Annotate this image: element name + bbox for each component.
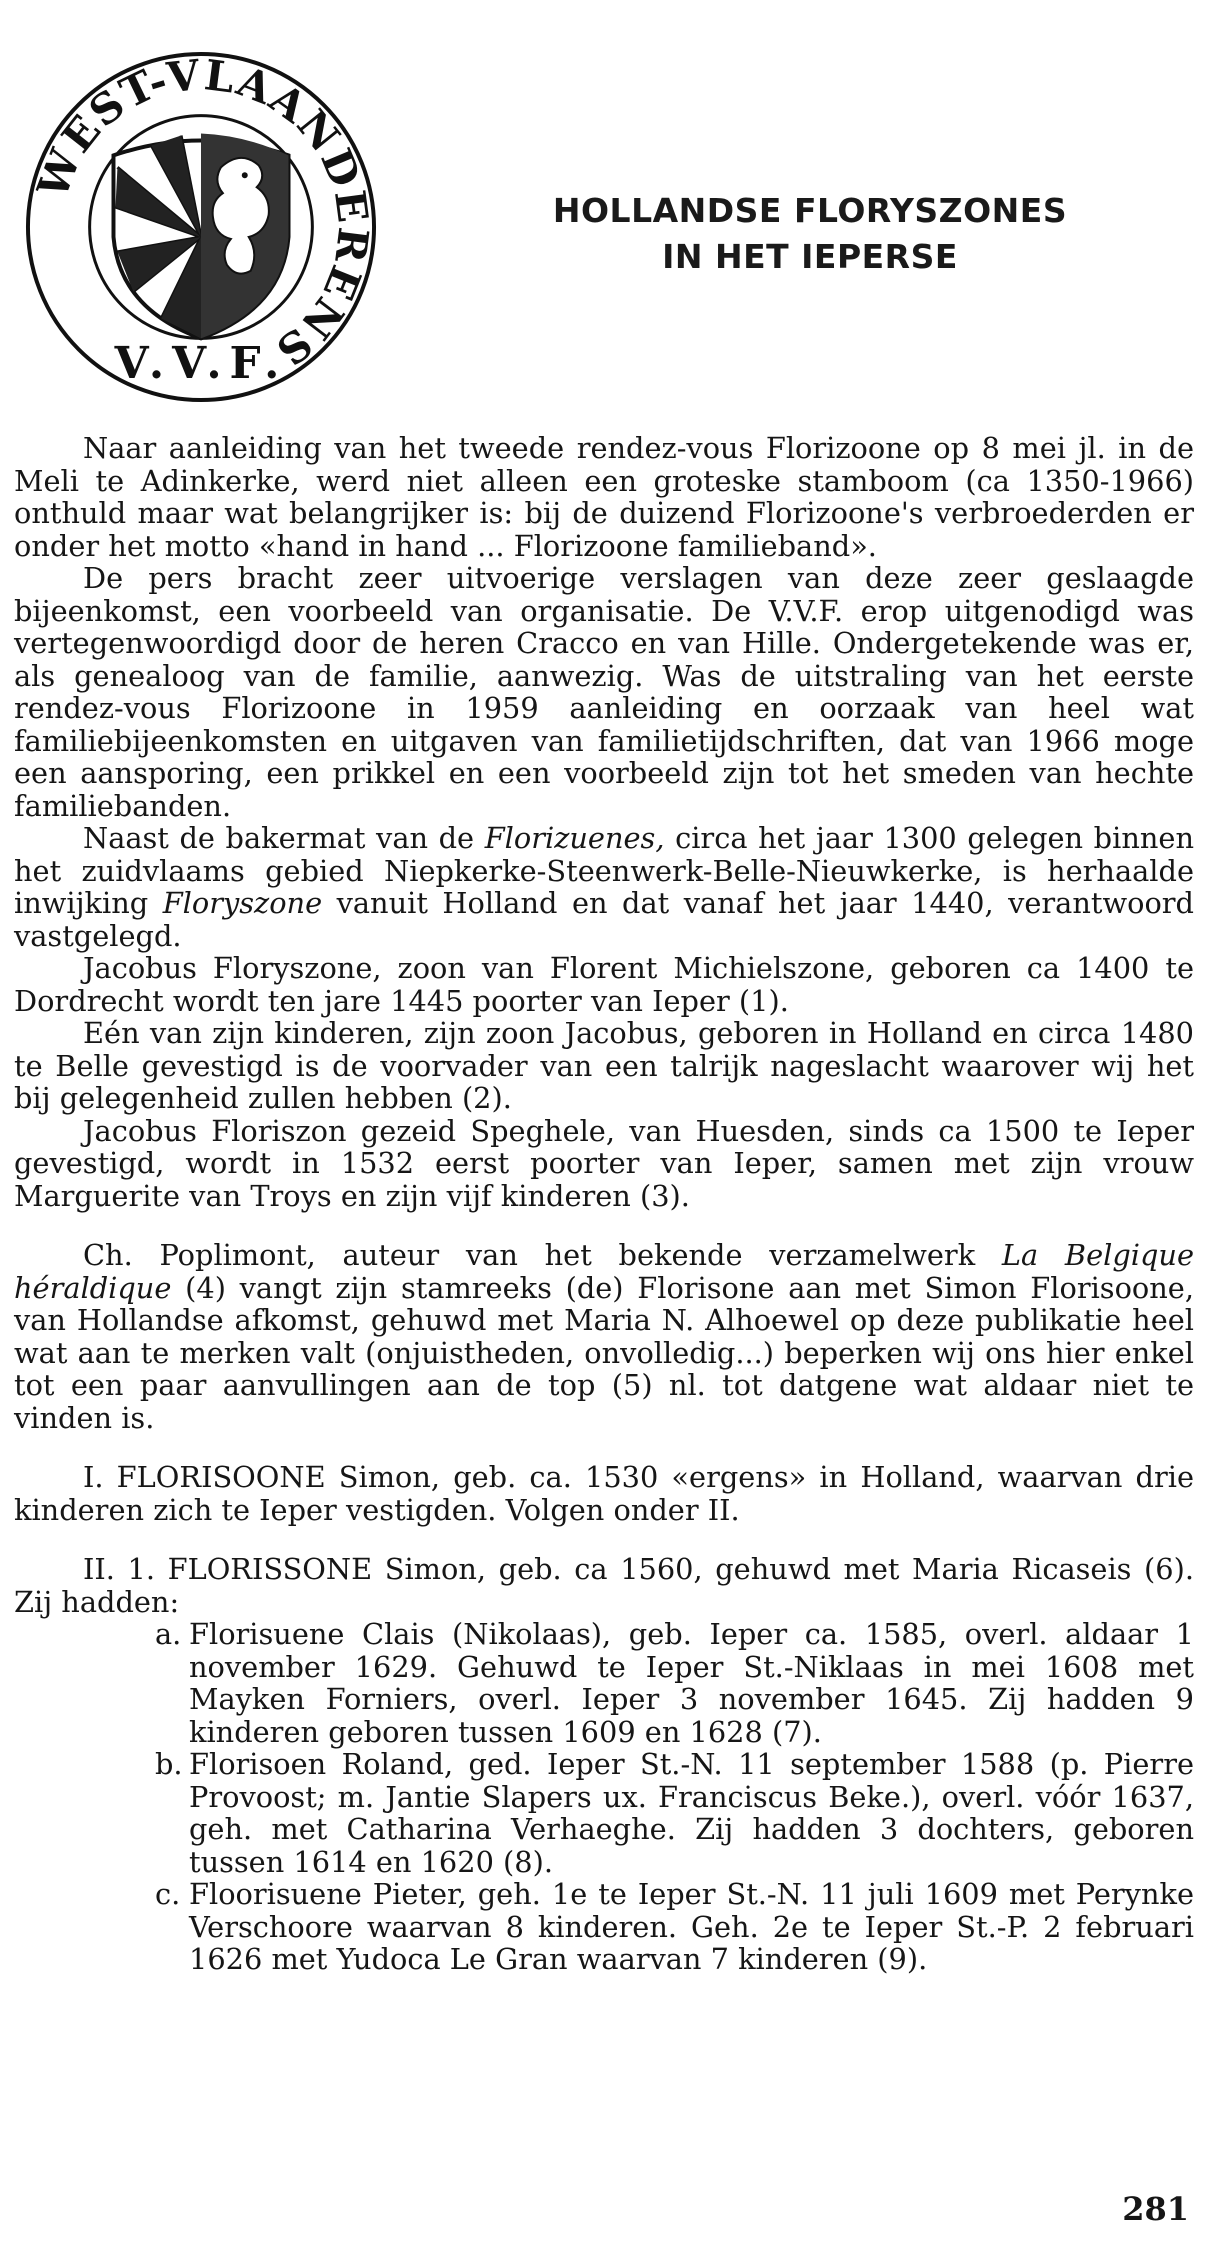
list-item-text: Floorisuene Pieter, geh. 1e te Ieper St.-N. 11 juli 1609 met Perynke Verschoore waarvan 8 kinderen. Geh. 2e te Ieper St.-P. 2 februari 1626 met Yudoca Le Gran waarvan 7 kinderen (9).: [189, 1877, 1194, 1976]
list-item: [155, 1747, 1194, 1879]
paragraph-3-emphasis-2: Floryszone: [162, 886, 323, 920]
paragraph-1: Naar aanleiding van het tweede rendez-vous Florizoone op 8 mei jl. in de Meli te Adinkerke, werd niet alleen een groteske stamboom (ca 1350-1966) onthuld maar wat belangrijker is: bij de duizend Florizoone's verbroederden er onder het motto «hand in hand ... Florizoone familieband».: [14, 431, 1194, 563]
paragraph-3: [14, 822, 1194, 952]
paragraph-7-part-a: Ch. Poplimont, auteur van het bekende verzamelwerk: [83, 1238, 1002, 1272]
paragraph-7-part-b: (4) vangt zijn stamreeks (de) Florisone aan met Simon Florisoone, van Hollandse afkomst, gehuwd met Maria N. Alhoewel op deze publikatie heel wat aan te merken valt (onjuistheden, onvolledig...) beperken wij ons hier enkel tot een paar aanvullingen aan de top (5) nl. tot datgene wat aldaar niet te vinden is.: [14, 1270, 1194, 1435]
title-line-2: IN HET IEPERSE: [662, 237, 958, 276]
paragraph-7: [14, 1239, 1194, 1434]
paragraph-2: De pers bracht zeer uitvoerige verslagen van deze zeer geslaagde bijeenkomst, een voorbeeld van organisatie. De V.V.F. erop uitgenodigd was vertegenwoordigd door de heren Cracco en van Hille. Ondergetekende was er, als genealoog van de familie, aanwezig. Was de uitstraling van het eerste rendez-vous Florizoone in 1959 aanleiding en oorzaak van heel wat familiebijeenkomsten en uitgaven van familietijdschriften, dat van 1966 moge een aansporing, een prikkel en een voorbeeld zijn tot het smeden van hechte familiebanden.: [14, 561, 1194, 823]
list-item-text: Florisoen Roland, ged. Ieper St.-N. 11 september 1588 (p. Pierre Provoost; m. Jantie Slapers ux. Franciscus Beke.), overl. vóór 1637, geh. met Catharina Verhaeghe. Zij hadden 3 dochters, geboren tussen 1614 en 1620 (8).: [189, 1747, 1194, 1879]
list-item: [155, 1877, 1194, 1976]
generation-2-entry: II. 1. FLORISSONE Simon, geb. ca 1560, gehuwd met Maria Ricaseis (6). Zij hadden:: [14, 1552, 1194, 1619]
paragraph-3-emphasis-1: Florizuenes,: [484, 821, 665, 855]
paragraph-4: Jacobus Floryszone, zoon van Florent Michielszone, geboren ca 1400 te Dordrecht wordt ten jare 1445 poorter van Ieper (1).: [14, 951, 1194, 1018]
article-title: [440, 188, 1180, 280]
seal-ring-text: WEST-VLAANDERENS: [27, 49, 379, 377]
paragraph-3-part-b: circa het jaar 1300 gelegen binnen het zuidvlaams gebied Niepkerke-Steenwerk-Belle-Nieuwkerke, is herhaalde inwijking: [14, 821, 1195, 920]
west-vlaanderens-vvf-seal-logo: [22, 48, 380, 406]
title-line-1: HOLLANDSE FLORYSZONES: [552, 191, 1068, 230]
list-item: [155, 1617, 1194, 1749]
article-body: [14, 432, 1194, 1976]
paragraph-6: Jacobus Floriszon gezeid Speghele, van Huesden, sinds ca 1500 te Ieper gevestigd, wordt in 1532 eerst poorter van Ieper, samen met zijn vrouw Marguerite van Troys en zijn vijf kinderen (3).: [14, 1113, 1194, 1213]
children-list: [14, 1618, 1194, 1976]
seal-bottom-text: V.V.F.: [114, 338, 288, 390]
paragraph-7-emphasis: La Belgique héraldique: [14, 1238, 1195, 1305]
paragraph-5: Eén van zijn kinderen, zijn zoon Jacobus, geboren in Holland en circa 1480 te Belle gevestigd is de voorvader van een talrijk nageslacht waarover wij het bij gelegenheid zullen hebben (2).: [14, 1016, 1194, 1115]
list-item-label: c.: [155, 1877, 181, 1911]
list-item-text: Florisuene Clais (Nikolaas), geb. Ieper ca. 1585, overl. aldaar 1 november 1629. Gehuwd te Ieper St.-Niklaas in mei 1608 met Mayken Forniers, overl. Ieper 3 november 1645. Zij hadden 9 kinderen geboren tussen 1609 en 1628 (7).: [189, 1617, 1194, 1749]
generation-1-entry: I. FLORISOONE Simon, geb. ca. 1530 «ergens» in Holland, waarvan drie kinderen zich te Ieper vestigden. Volgen onder II.: [14, 1460, 1194, 1527]
page-number: 281: [1122, 2190, 1189, 2228]
paragraph-3-part-c: vanuit Holland en dat vanaf het jaar 1440, verantwoord vastgelegd.: [14, 886, 1194, 953]
shield-icon: [113, 134, 288, 339]
list-item-label: a.: [155, 1617, 182, 1651]
paragraph-3-part-a: Naast de bakermat van de: [83, 821, 485, 855]
list-item-label: b.: [155, 1747, 183, 1781]
